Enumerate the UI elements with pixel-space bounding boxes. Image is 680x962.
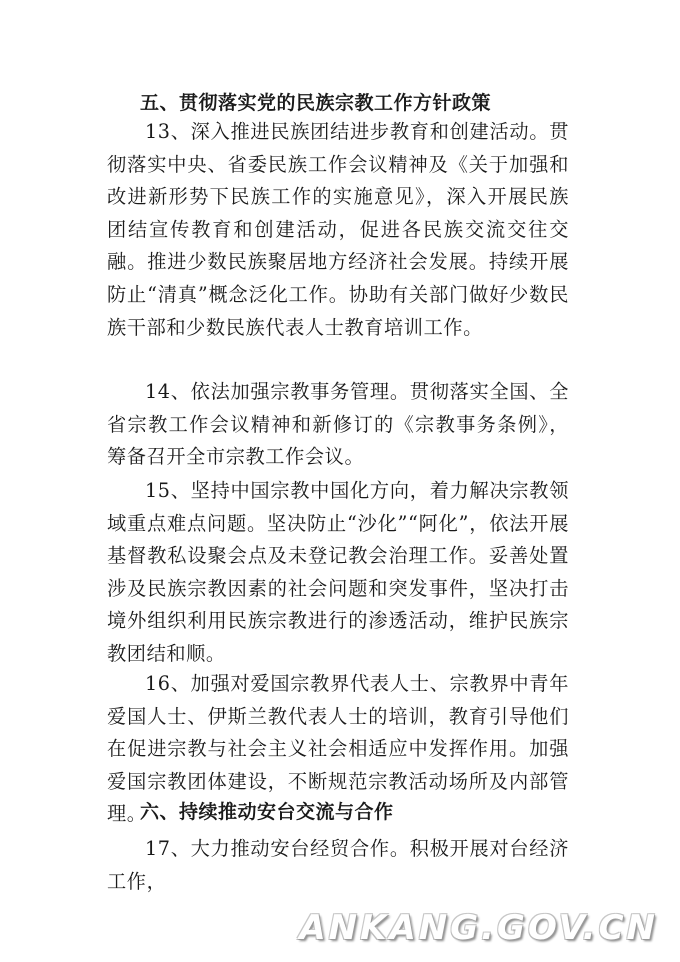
paragraph-13: 13、深入推进民族团结进步教育和创建活动。贯彻落实中央、省委民族工作会议精神及《关于加强和改进新形势下民族工作的实施意见》，深入开展民族团结宣传教育和创建活动，促进各民族交流交往交融。推进少数民族聚居地方经济社会发展。持续开展防止“清真”概念泛化工作。协助有关部门做好少数民族干部和少数民族代表人士教育培训工作。 bbox=[107, 120, 569, 339]
section-heading-6: 六、持续推动安台交流与合作 bbox=[140, 801, 394, 823]
paragraph-16: 16、加强对爱国宗教界代表人士、宗教界中青年爱国人士、伊斯兰教代表人士的培训，教育引导他们在促进宗教与社会主义社会相适应中发挥作用。加强爱国宗教团体建设，不断规范宗教活动场所及内部管理。 bbox=[107, 672, 569, 826]
paragraph-15: 15、坚持中国宗教中国化方向，着力解决宗教领域重点难点问题。坚决防止“沙化”“阿化”，依法开展基督教私设聚会点及未登记教会治理工作。妥善处置涉及民族宗教因素的社会问题和突发事件，坚决打击境外组织利用民族宗教进行的渗透活动，维护民族宗教团结和顺。 bbox=[107, 479, 569, 665]
paragraph-17: 17、大力推动安台经贸合作。积极开展对台经济工作， bbox=[107, 837, 569, 893]
paragraph-14: 14、依法加强宗教事务管理。贯彻落实全国、全省宗教工作会议精神和新修订的《宗教事务条例》，筹备召开全市宗教工作会议。 bbox=[107, 380, 569, 469]
section-heading-5: 五、贯彻落实党的民族宗教工作方针政策 bbox=[140, 92, 492, 114]
site-watermark: ANKANG.GOV.CN bbox=[299, 908, 658, 948]
